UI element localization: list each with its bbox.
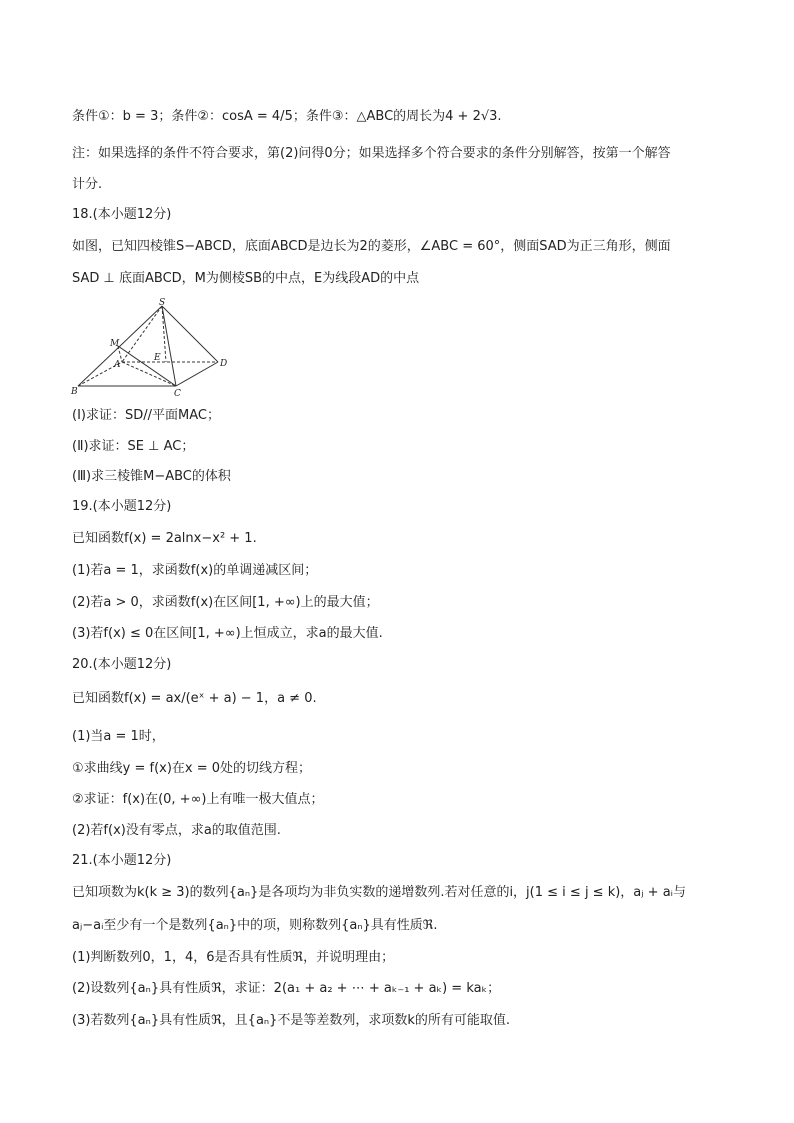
label-s: S [159,298,166,308]
label-b: B [71,387,78,397]
edge-sb [78,306,162,386]
label-d: D [220,359,228,369]
question-heading: 20.(本小题12分) [72,657,172,672]
text-line: 已知函数f(x) = 2alnx−x² + 1. [72,531,257,546]
text-line: (1)当a = 1时， [72,729,165,744]
text-line: 已知项数为k(k ≥ 3)的数列{aₙ}是各项均为非负实数的递增数列.若对任意的i，j(1 ≤ i ≤ j ≤ k)，aⱼ + aᵢ与 [72,885,686,900]
label-a: A [114,360,121,370]
text-line: (Ⅰ)求证：SD//平面MAC； [72,408,220,423]
question-heading: 21.(本小题12分) [72,853,172,868]
text-line: (1)判断数列0，1，4，6是否具有性质ℜ，并说明理由； [72,950,395,965]
text-line: (3)若数列{aₙ}具有性质ℜ，且{aₙ}不是等差数列，求项数k的所有可能取值. [72,1013,511,1028]
text-line: (1)若a = 1，求函数f(x)的单调递减区间； [72,563,318,578]
text-line: (Ⅱ)求证：SE ⊥ AC； [72,439,195,454]
text-line: ②求证：f(x)在(0, +∞)上有唯一极大值点； [72,792,324,807]
text-line: 计分. [72,177,103,192]
segment-se [162,306,166,362]
text-line: (2)若a > 0，求函数f(x)在区间[1, +∞)上的最大值； [72,595,379,610]
segment-ac [122,362,176,386]
text-line: (2)若f(x)没有零点，求a的取值范围. [72,823,281,838]
text-line: 注：如果选择的条件不符合要求，第(2)问得0分；如果选择多个符合要求的条件分别解答，按第一个解答 [72,146,671,161]
label-e: E [154,353,161,363]
text-line: 如图，已知四棱锥S−ABCD，底面ABCD是边长为2的菱形，∠ABC = 60°，侧面SAD为正三角形，侧面 [72,239,671,254]
label-c: C [174,389,181,398]
text-line: SAD ⊥ 底面ABCD，M为侧棱SB的中点，E为线段AD的中点 [72,271,420,286]
text-line: (2)设数列{aₙ}具有性质ℜ，求证：2(a₁ + a₂ + ⋯ + aₖ₋₁ + aₖ) = kaₖ； [72,981,501,996]
segment-mc [118,346,176,386]
text-line: 已知函数f(x) = ax/(eˣ + a) − 1，a ≠ 0. [72,691,317,706]
label-m: M [110,339,120,349]
text-line: ①求曲线y = f(x)在x = 0处的切线方程； [72,761,312,776]
text-line: 条件①：b = 3；条件②：cosA = 4/5；条件③：△ABC的周长为4 + 2√3. [72,109,502,124]
text-line: aⱼ−aᵢ至少有一个是数列{aₙ}中的项，则称数列{aₙ}具有性质ℜ. [72,918,438,933]
text-line: (Ⅲ)求三棱锥M−ABC的体积 [72,469,231,484]
question-heading: 19.(本小题12分) [72,499,172,514]
question-heading: 18.(本小题12分) [72,207,172,222]
pyramid-figure [70,298,240,398]
text-line: (3)若f(x) ≤ 0在区间[1, +∞)上恒成立，求a的最大值. [72,626,383,641]
edge-cd [176,362,218,386]
